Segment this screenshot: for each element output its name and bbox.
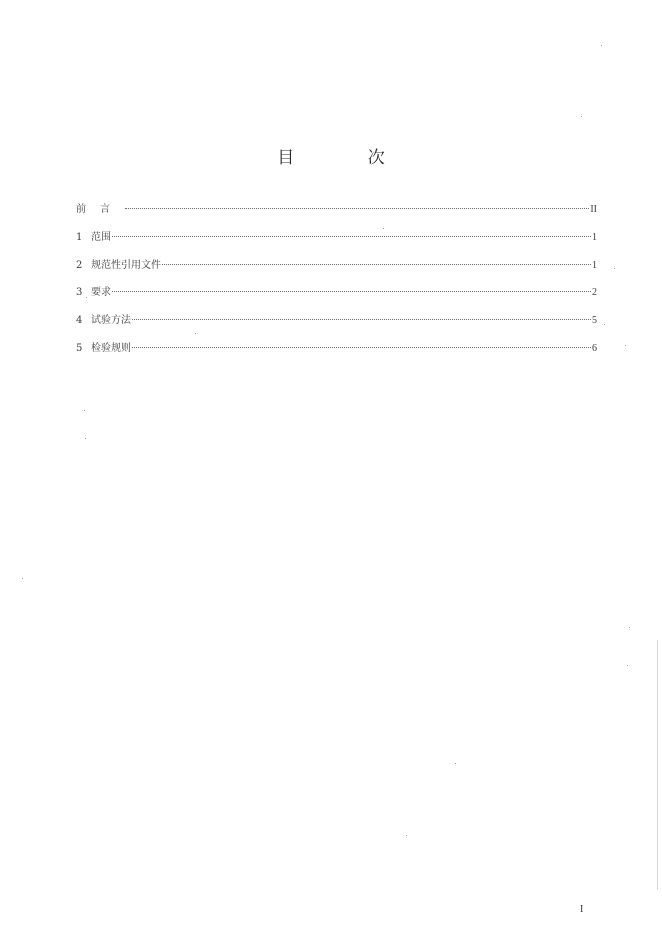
toc-entry-page: 1 (592, 231, 597, 243)
toc-entry-number: 2 (76, 259, 83, 271)
toc-entry-number: 3 (76, 287, 83, 299)
page-number: I (580, 904, 584, 915)
scan-speck (455, 763, 456, 764)
toc-entry-page: 2 (592, 287, 597, 299)
toc-entry-label: 检验规则 (91, 342, 131, 354)
scan-speck (406, 835, 407, 836)
toc-title: 目 次 (277, 148, 419, 168)
toc-leader-dots (125, 208, 589, 209)
toc-entry-label: 范围 (91, 231, 111, 243)
scan-speck (383, 228, 384, 229)
toc-entry-page: 5 (592, 315, 597, 327)
table-of-contents (76, 200, 597, 367)
scan-speck (195, 333, 196, 334)
toc-entry-page: 6 (592, 342, 597, 354)
scan-speck (86, 297, 87, 298)
toc-entry-number: 5 (76, 342, 83, 354)
toc-entry-number: 1 (76, 231, 83, 243)
toc-leader-dots (162, 264, 591, 265)
toc-entry-test-methods[interactable] (76, 311, 597, 339)
scan-speck (629, 627, 630, 628)
toc-entry-label: 试验方法 (91, 315, 131, 327)
toc-leader-dots (112, 236, 591, 237)
scan-speck (85, 438, 86, 439)
toc-leader-dots (132, 319, 591, 320)
scan-speck (604, 324, 605, 325)
toc-entry-scope[interactable] (76, 228, 597, 256)
toc-leader-dots (112, 291, 591, 292)
toc-entry-label: 前言 (76, 204, 124, 215)
toc-entry-number: 4 (76, 315, 83, 327)
scan-speck (581, 116, 582, 117)
scan-speck (601, 45, 602, 46)
toc-entry-normative-references[interactable] (76, 256, 597, 284)
toc-entry-label: 规范性引用文件 (91, 259, 161, 271)
toc-entry-page: II (590, 204, 597, 215)
scan-speck (625, 345, 626, 346)
scan-speck (614, 268, 615, 269)
toc-entry-inspection-rules[interactable] (76, 339, 597, 367)
toc-leader-dots (132, 347, 591, 348)
toc-entry-page: 1 (592, 259, 597, 271)
toc-entry-foreword[interactable] (76, 200, 597, 228)
toc-entry-requirements[interactable] (76, 283, 597, 311)
scan-speck (84, 410, 85, 411)
scan-speck (22, 578, 23, 579)
scan-speck (627, 665, 628, 666)
scan-edge-line (657, 640, 658, 890)
toc-entry-label: 要求 (91, 287, 111, 299)
